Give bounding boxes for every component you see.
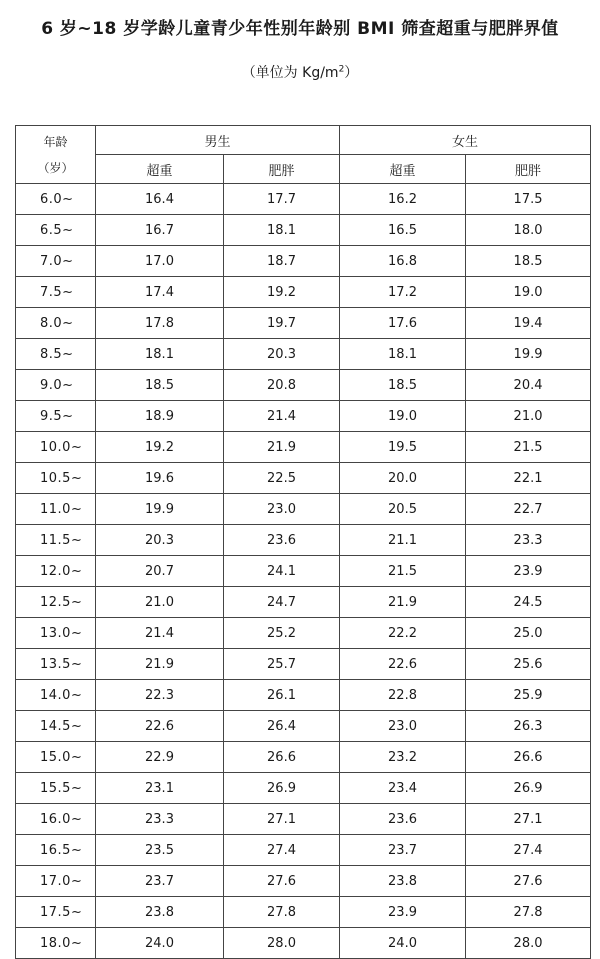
- female-obese-cell: 26.3: [466, 711, 591, 742]
- age-cell: 6.5~: [16, 215, 96, 246]
- male-overweight-cell: 16.7: [96, 215, 224, 246]
- age-cell: 16.0~: [16, 804, 96, 835]
- female-overweight-cell: 23.8: [340, 866, 466, 897]
- male-obese-cell: 27.8: [224, 897, 340, 928]
- female-obese-cell: 26.6: [466, 742, 591, 773]
- female-overweight-cell: 17.6: [340, 308, 466, 339]
- age-cell: 11.0~: [16, 494, 96, 525]
- male-obese-cell: 19.2: [224, 277, 340, 308]
- female-obese-cell: 23.3: [466, 525, 591, 556]
- age-cell: 8.0~: [16, 308, 96, 339]
- female-obese-cell: 21.5: [466, 432, 591, 463]
- female-obese-cell: 19.4: [466, 308, 591, 339]
- male-header: 男生: [96, 126, 340, 155]
- female-overweight-cell: 21.1: [340, 525, 466, 556]
- male-obese-cell: 24.7: [224, 587, 340, 618]
- age-cell: 13.0~: [16, 618, 96, 649]
- table-row: [16, 246, 591, 277]
- age-cell: 17.0~: [16, 866, 96, 897]
- male-obese-cell: 25.2: [224, 618, 340, 649]
- table-row: [16, 711, 591, 742]
- table-row: [16, 525, 591, 556]
- female-obese-cell: 28.0: [466, 928, 591, 959]
- male-obese-cell: 27.1: [224, 804, 340, 835]
- male-obese-cell: 26.4: [224, 711, 340, 742]
- female-overweight-cell: 23.2: [340, 742, 466, 773]
- table-row: [16, 835, 591, 866]
- age-header: [16, 126, 96, 184]
- age-cell: 14.0~: [16, 680, 96, 711]
- male-overweight-cell: 18.5: [96, 370, 224, 401]
- male-overweight-cell: 24.0: [96, 928, 224, 959]
- age-cell: 6.0~: [16, 184, 96, 215]
- male-obese-cell: 18.1: [224, 215, 340, 246]
- female-overweight-cell: 23.7: [340, 835, 466, 866]
- age-cell: 13.5~: [16, 649, 96, 680]
- table-row: [16, 308, 591, 339]
- table-row: [16, 215, 591, 246]
- male-overweight-cell: 23.1: [96, 773, 224, 804]
- male-overweight-cell: 21.9: [96, 649, 224, 680]
- male-overweight-cell: 17.0: [96, 246, 224, 277]
- male-overweight-cell: 23.7: [96, 866, 224, 897]
- female-overweight-header: 超重: [340, 155, 466, 184]
- female-overweight-cell: 22.6: [340, 649, 466, 680]
- female-overweight-cell: 19.0: [340, 401, 466, 432]
- female-obese-cell: 22.1: [466, 463, 591, 494]
- female-obese-cell: 17.5: [466, 184, 591, 215]
- male-overweight-cell: 23.5: [96, 835, 224, 866]
- male-obese-cell: 24.1: [224, 556, 340, 587]
- male-obese-cell: 22.5: [224, 463, 340, 494]
- female-overweight-cell: 16.5: [340, 215, 466, 246]
- male-overweight-cell: 17.8: [96, 308, 224, 339]
- age-header-line1: 年龄: [43, 134, 68, 149]
- female-overweight-cell: 24.0: [340, 928, 466, 959]
- male-overweight-cell: 20.3: [96, 525, 224, 556]
- male-overweight-cell: 18.9: [96, 401, 224, 432]
- unit-suffix: ）: [344, 65, 359, 81]
- age-cell: 7.0~: [16, 246, 96, 277]
- male-overweight-cell: 23.3: [96, 804, 224, 835]
- page-title: 6 岁~18 岁学龄儿童青少年性别年龄别 BMI 筛查超重与肥胖界值: [41, 19, 559, 39]
- male-overweight-cell: 22.3: [96, 680, 224, 711]
- male-obese-cell: 23.0: [224, 494, 340, 525]
- female-overweight-cell: 22.2: [340, 618, 466, 649]
- bmi-table: [15, 125, 591, 959]
- male-overweight-cell: 19.6: [96, 463, 224, 494]
- female-overweight-cell: 21.5: [340, 556, 466, 587]
- male-obese-cell: 28.0: [224, 928, 340, 959]
- female-obese-cell: 19.0: [466, 277, 591, 308]
- female-obese-cell: 19.9: [466, 339, 591, 370]
- male-overweight-cell: 21.4: [96, 618, 224, 649]
- male-obese-cell: 26.1: [224, 680, 340, 711]
- age-cell: 17.5~: [16, 897, 96, 928]
- female-overweight-cell: 20.0: [340, 463, 466, 494]
- table-row: [16, 587, 591, 618]
- age-cell: 11.5~: [16, 525, 96, 556]
- female-obese-header: 肥胖: [466, 155, 591, 184]
- table-row: [16, 184, 591, 215]
- age-cell: 18.0~: [16, 928, 96, 959]
- unit-prefix: （单位为 Kg/m: [241, 65, 339, 81]
- female-overweight-cell: 23.4: [340, 773, 466, 804]
- male-overweight-cell: 21.0: [96, 587, 224, 618]
- female-overweight-cell: 19.5: [340, 432, 466, 463]
- male-obese-cell: 27.6: [224, 866, 340, 897]
- male-obese-cell: 26.9: [224, 773, 340, 804]
- table-row: [16, 649, 591, 680]
- male-overweight-cell: 22.9: [96, 742, 224, 773]
- table-row: [16, 339, 591, 370]
- table-row: [16, 556, 591, 587]
- age-cell: 10.0~: [16, 432, 96, 463]
- table-row: [16, 804, 591, 835]
- male-overweight-header: 超重: [96, 155, 224, 184]
- male-obese-cell: 25.7: [224, 649, 340, 680]
- table-row: [16, 618, 591, 649]
- male-obese-cell: 26.6: [224, 742, 340, 773]
- male-obese-cell: 17.7: [224, 184, 340, 215]
- male-overweight-cell: 17.4: [96, 277, 224, 308]
- female-obese-cell: 25.6: [466, 649, 591, 680]
- age-cell: 8.5~: [16, 339, 96, 370]
- age-cell: 15.0~: [16, 742, 96, 773]
- table-row: [16, 494, 591, 525]
- male-overweight-cell: 23.8: [96, 897, 224, 928]
- male-obese-cell: 27.4: [224, 835, 340, 866]
- female-obese-cell: 25.0: [466, 618, 591, 649]
- table-header: [16, 126, 591, 184]
- male-obese-cell: 19.7: [224, 308, 340, 339]
- table-row: [16, 897, 591, 928]
- female-obese-cell: 21.0: [466, 401, 591, 432]
- female-obese-cell: 18.0: [466, 215, 591, 246]
- male-overweight-cell: 20.7: [96, 556, 224, 587]
- female-obese-cell: 27.6: [466, 866, 591, 897]
- female-obese-cell: 23.9: [466, 556, 591, 587]
- female-overweight-cell: 23.9: [340, 897, 466, 928]
- male-obese-cell: 21.9: [224, 432, 340, 463]
- unit-note: [0, 62, 600, 82]
- table-row: [16, 432, 591, 463]
- male-obese-cell: 20.8: [224, 370, 340, 401]
- male-overweight-cell: 22.6: [96, 711, 224, 742]
- table-row: [16, 370, 591, 401]
- female-obese-cell: 26.9: [466, 773, 591, 804]
- female-overweight-cell: 23.0: [340, 711, 466, 742]
- age-cell: 7.5~: [16, 277, 96, 308]
- male-obese-header: 肥胖: [224, 155, 340, 184]
- male-obese-cell: 20.3: [224, 339, 340, 370]
- female-overweight-cell: 16.2: [340, 184, 466, 215]
- table-row: [16, 680, 591, 711]
- table-body: [16, 184, 591, 959]
- male-overweight-cell: 19.9: [96, 494, 224, 525]
- female-obese-cell: 24.5: [466, 587, 591, 618]
- female-obese-cell: 22.7: [466, 494, 591, 525]
- age-cell: 15.5~: [16, 773, 96, 804]
- female-obese-cell: 18.5: [466, 246, 591, 277]
- female-overweight-cell: 17.2: [340, 277, 466, 308]
- female-obese-cell: 27.4: [466, 835, 591, 866]
- male-overweight-cell: 18.1: [96, 339, 224, 370]
- female-overweight-cell: 20.5: [340, 494, 466, 525]
- female-overweight-cell: 22.8: [340, 680, 466, 711]
- table-row: [16, 773, 591, 804]
- age-cell: 12.5~: [16, 587, 96, 618]
- table-row: [16, 401, 591, 432]
- female-overweight-cell: 18.5: [340, 370, 466, 401]
- female-overweight-cell: 23.6: [340, 804, 466, 835]
- female-obese-cell: 20.4: [466, 370, 591, 401]
- female-overweight-cell: 16.8: [340, 246, 466, 277]
- table-row: [16, 742, 591, 773]
- age-cell: 9.5~: [16, 401, 96, 432]
- table-row: [16, 866, 591, 897]
- female-obese-cell: 27.8: [466, 897, 591, 928]
- age-cell: 14.5~: [16, 711, 96, 742]
- female-obese-cell: 25.9: [466, 680, 591, 711]
- female-overweight-cell: 18.1: [340, 339, 466, 370]
- female-obese-cell: 27.1: [466, 804, 591, 835]
- table-row: [16, 277, 591, 308]
- male-obese-cell: 23.6: [224, 525, 340, 556]
- table-row: [16, 928, 591, 959]
- age-header-line2: （岁）: [37, 160, 74, 175]
- age-cell: 10.5~: [16, 463, 96, 494]
- male-obese-cell: 18.7: [224, 246, 340, 277]
- unit-superscript: 2: [338, 64, 345, 75]
- table-row: [16, 463, 591, 494]
- female-header: 女生: [340, 126, 591, 155]
- age-cell: 12.0~: [16, 556, 96, 587]
- female-overweight-cell: 21.9: [340, 587, 466, 618]
- male-overweight-cell: 19.2: [96, 432, 224, 463]
- age-cell: 9.0~: [16, 370, 96, 401]
- age-cell: 16.5~: [16, 835, 96, 866]
- male-obese-cell: 21.4: [224, 401, 340, 432]
- male-overweight-cell: 16.4: [96, 184, 224, 215]
